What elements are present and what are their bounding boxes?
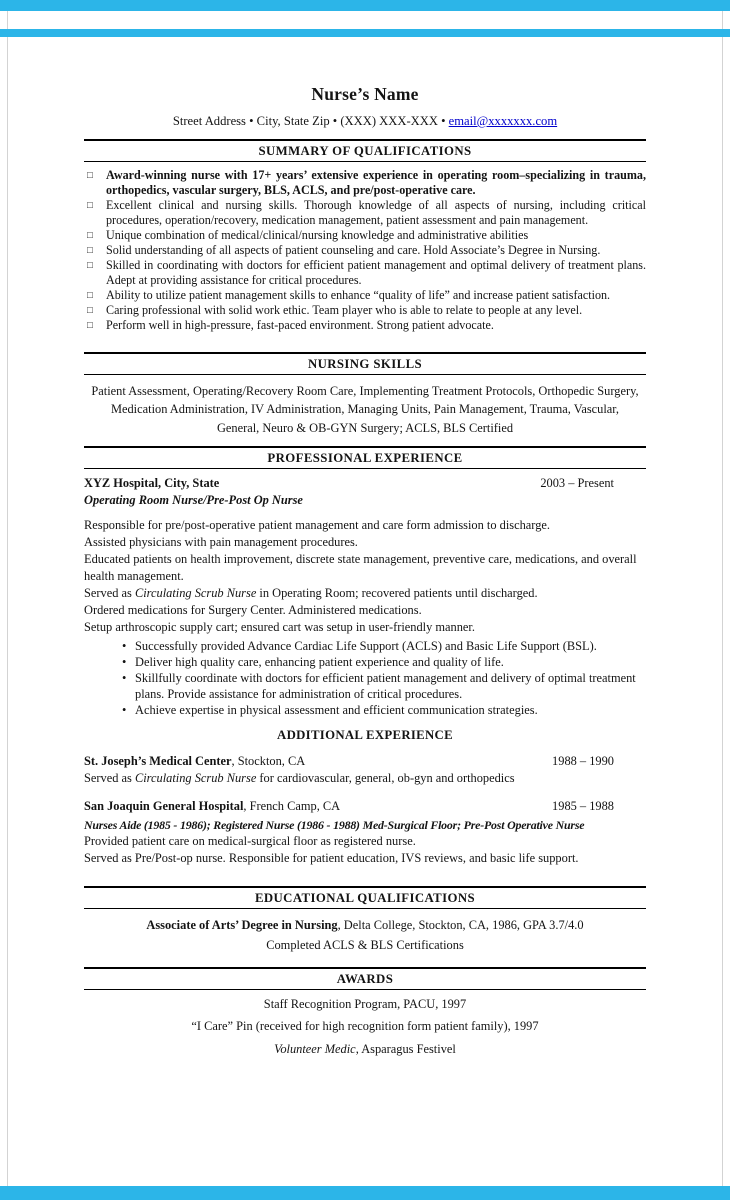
experience-bullet-text: Deliver high quality care, enhancing patient experience and quality of life. [135, 655, 504, 670]
experience-header-row [84, 476, 646, 492]
employer-line [84, 754, 305, 770]
duty-line [84, 770, 646, 786]
employer-location: , French Camp, CA [243, 799, 341, 814]
employment-dates: 2003 – Present [540, 476, 614, 491]
round-bullet-icon: • [122, 655, 127, 670]
square-bullet-icon: □ [87, 260, 93, 271]
award-italic-segment: Volunteer Medic [274, 1041, 356, 1056]
summary-bullet-text: Ability to utilize patient management skills to enhance “quality of life” and increase patient satisfaction. [106, 287, 611, 302]
duty-line: Assisted physicians with pain management procedures. [84, 535, 358, 550]
education-certifications-line: Completed ACLS & BLS Certifications [266, 938, 464, 952]
square-bullet-icon: □ [87, 170, 93, 181]
page-title: Nurse’s Name [311, 84, 419, 104]
degree-name: Associate of Arts’ Degree in Nursing [146, 917, 338, 932]
summary-bullet-text: Unique combination of medical/clinical/nursing knowledge and administrative abilities [106, 227, 529, 242]
experience-header-row [84, 799, 646, 815]
square-bullet-icon: □ [87, 305, 93, 316]
summary-bullet-text: Award-winning nurse with 17+ years’ extensive experience in operating room–specializing in trauma, orthopedics, vascular surgery, BLS, ACLS, and pre/post-operative care. [106, 167, 646, 197]
experience-bullet-text: Achieve expertise in physical assessment and efficient communication strategies. [135, 702, 538, 717]
employment-dates: 1985 – 1988 [552, 799, 614, 814]
duty-line: Provided patient care on medical-surgical floor as registered nurse. [84, 833, 416, 848]
summary-bullet [84, 243, 646, 258]
contact-line [84, 114, 646, 130]
square-bullet-icon: □ [87, 230, 93, 241]
summary-bullet [84, 228, 646, 243]
education-degree-line [84, 918, 646, 934]
square-bullet-icon: □ [87, 320, 93, 331]
page-right-edge [722, 0, 723, 1200]
summary-bullet-text: Perform well in high-pressure, fast-paced environment. Strong patient advocate. [106, 317, 494, 332]
square-bullet-icon: □ [87, 200, 93, 211]
top-accent-bar-2 [0, 29, 730, 37]
duty-italic-segment: Circulating Scrub Nurse [134, 586, 257, 601]
experience-bullet [122, 639, 646, 655]
award-item [84, 1042, 646, 1058]
round-bullet-icon: • [122, 702, 127, 717]
duties-block [84, 517, 646, 636]
duty-text-segment: Served as [84, 771, 135, 786]
square-bullet-icon: □ [87, 290, 93, 301]
experience-bullet [122, 655, 646, 671]
resume-page [84, 38, 646, 1057]
duty-line: Served as Pre/Post-op nurse. Responsible for patient education, IVS reviews, and basic life support. [84, 850, 579, 865]
duty-line: Setup arthroscopic supply cart; ensured cart was setup in user-friendly manner. [84, 620, 475, 635]
award-text-segment: , Asparagus Festivel [355, 1041, 456, 1056]
bottom-accent-bar [0, 1186, 730, 1200]
summary-bullet [84, 258, 646, 288]
award-item: “I Care” Pin (received for high recognition form patient family), 1997 [191, 1019, 539, 1033]
summary-bullet [84, 318, 646, 333]
summary-bullet-text: Skilled in coordinating with doctors for efficient patient management and optimal delivery of treatment plans. Adept at providing assistance for critical procedures. [106, 257, 646, 287]
nursing-skills-text: Patient Assessment, Operating/Recovery Room Care, Implementing Treatment Protocols, Orthopedic Surgery, Medication Administration, IV Administration, Managing Units, Pain Management, Trauma, Vascular, General, Neuro & OB-GYN Surgery; ACLS, BLS Certified [91, 383, 639, 435]
job-title: Operating Room Nurse/Pre-Post Op Nurse [84, 492, 303, 507]
employer-name: San Joaquin General Hospital [84, 799, 244, 814]
experience-bullet-text: Skillfully coordinate with doctors for efficient patient management and delivery of optimal treatment plans. Provide assistance for administration of critical procedures. [135, 670, 636, 701]
duty-text-segment: in Operating Room; recovered patients until discharged. [256, 586, 538, 601]
square-bullet-icon: □ [87, 245, 93, 256]
summary-bullet-text: Caring professional with solid work ethic. Team player who is able to relate to people at any level. [106, 302, 583, 317]
summary-bullet-text: Solid understanding of all aspects of patient counseling and care. Hold Associate’s Degree in Nursing. [106, 242, 601, 257]
section-heading-summary: SUMMARY OF QUALIFICATIONS [84, 139, 646, 162]
summary-bullet-text: Excellent clinical and nursing skills. Thorough knowledge of all aspects of nursing, including critical procedures, operation/recovery, medication management, patient assessment and pain management. [106, 197, 646, 227]
employment-dates: 1988 – 1990 [552, 753, 614, 768]
degree-details: , Delta College, Stockton, CA, 1986, GPA 3.7/4.0 [337, 917, 584, 932]
contact-text: Street Address • City, State Zip • (XXX) XXX-XXX • [172, 113, 449, 128]
award-item: Staff Recognition Program, PACU, 1997 [263, 996, 467, 1011]
duty-line [84, 585, 646, 602]
section-heading-nursing-skills: NURSING SKILLS [84, 352, 646, 375]
employer-line [84, 799, 340, 815]
summary-bullet [84, 303, 646, 318]
duty-text-segment: Served as [84, 586, 135, 601]
experience-bullet-text: Successfully provided Advance Cardiac Life Support (ACLS) and Basic Life Support (BSL). [135, 639, 597, 654]
section-heading-professional-experience: PROFESSIONAL EXPERIENCE [84, 446, 646, 469]
experience-header-row [84, 754, 646, 770]
experience-bullet-list [84, 639, 646, 719]
round-bullet-icon: • [122, 670, 127, 685]
experience-bullet [122, 671, 646, 703]
section-heading-awards: AWARDS [84, 967, 646, 990]
summary-bullet-list [84, 168, 646, 333]
duty-italic-segment: Circulating Scrub Nurse [134, 771, 257, 786]
duty-line: Responsible for pre/post-operative patient management and care form admission to discharge. [84, 518, 550, 533]
section-heading-education: EDUCATIONAL QUALIFICATIONS [84, 886, 646, 909]
round-bullet-icon: • [122, 639, 127, 654]
page-left-edge [7, 0, 8, 1200]
summary-bullet [84, 198, 646, 228]
summary-bullet [84, 168, 646, 198]
employer-name: XYZ Hospital, City, State [84, 476, 220, 491]
duty-line: Ordered medications for Surgery Center. Administered medications. [84, 603, 422, 618]
duty-text-segment: for cardiovascular, general, ob-gyn and orthopedics [256, 771, 515, 786]
employer-name: St. Joseph’s Medical Center [84, 753, 232, 768]
experience-bullet [122, 703, 646, 719]
top-accent-bar-1 [0, 0, 730, 11]
employer-location: , Stockton, CA [231, 753, 306, 768]
section-heading-additional-experience: ADDITIONAL EXPERIENCE [277, 727, 453, 742]
summary-bullet [84, 288, 646, 303]
email-link[interactable]: email@xxxxxxx.com [448, 113, 558, 128]
job-titles-line: Nurses Aide (1985 - 1986); Registered Nurse (1986 - 1988) Med-Surgical Floor; Pre-Post Operative Nurse [84, 817, 585, 832]
duty-line: Educated patients on health improvement, discrete state management, preventive care, medications, and overall health management. [84, 552, 637, 584]
